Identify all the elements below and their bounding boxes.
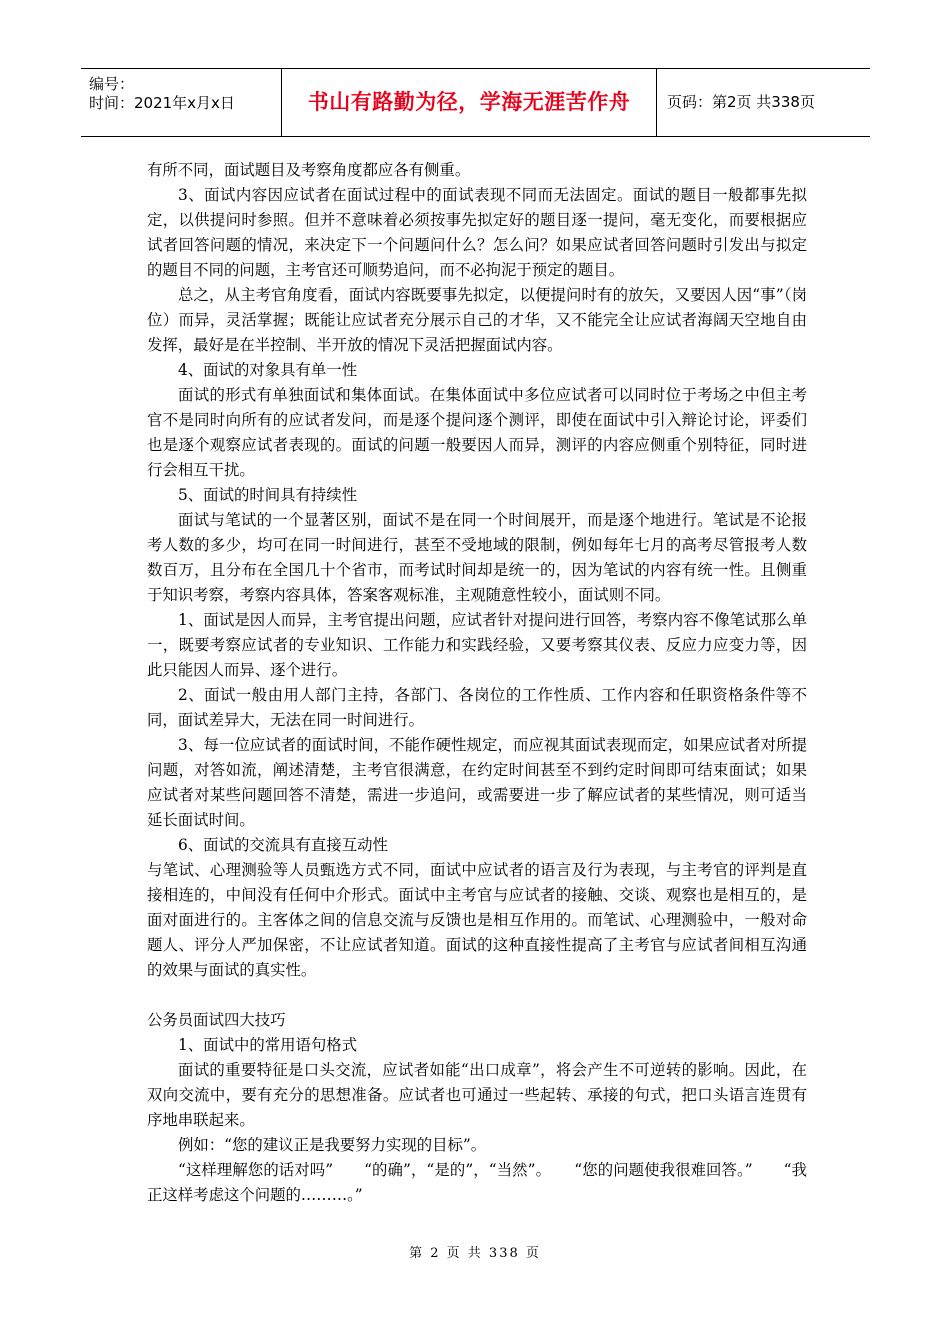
body-paragraph: 例如：“您的建议正是我要努力实现的目标”。 xyxy=(178,1136,487,1154)
body-paragraph: 4、面试的对象具有单一性 xyxy=(178,361,358,379)
header-info-cell xyxy=(81,69,282,136)
page-footer: 第 2 页 共 338 页 xyxy=(409,1246,541,1261)
paragraph-spacer xyxy=(147,983,807,1008)
body-paragraph: 1、面试是因人而异，主考官提出问题，应试者针对提问进行回答，考察内容不像笔试那么单一，既要考察应试者的专业知识、工作能力和实践经验，又要考察其仪表、反应力应变力等，因此只能因人而异、逐个进行。 xyxy=(147,611,807,679)
document-body xyxy=(147,158,807,1208)
body-paragraph: 总之，从主考官角度看，面试内容既要事先拟定，以便提问时有的放矢，又要因人因“事”（岗位）而异，灵活掌握；既能让应试者充分展示自己的才华，又不能完全让应试者海阔天空地自由发挥，最好是在半控制、半开放的情况下灵活把握面试内容。 xyxy=(147,286,807,354)
document-date-label: 时间：2021年x月x日 xyxy=(89,94,235,112)
body-paragraph: 5、面试的时间具有持续性 xyxy=(178,486,358,504)
body-paragraph: 6、面试的交流具有直接互动性 xyxy=(178,836,388,854)
body-paragraph: 面试的形式有单独面试和集体面试。在集体面试中多位应试者可以同时位于考场之中但主考官不是同时向所有的应试者发问，而是逐个提问逐个测评，即使在面试中引入辩论讨论，评委们也是逐个观察应试者表现的。面试的问题一般要因人而异，测评的内容应侧重个别特征，同时进行会相互干扰。 xyxy=(147,386,807,479)
body-paragraph: 公务员面试四大技巧 xyxy=(147,1011,286,1029)
body-paragraph: 3、每一位应试者的面试时间，不能作硬性规定，而应视其面试表现而定，如果应试者对所提问题，对答如流，阐述清楚，主考官很满意，在约定时间甚至不到约定时间即可结束面试；如果应试者对某些问题回答不清楚，需进一步追问，或需要进一步了解应试者的某些情况，则可适当延长面试时间。 xyxy=(147,736,807,829)
page-header xyxy=(81,68,870,137)
document-number-label: 编号： xyxy=(89,75,135,93)
body-paragraph: 与笔试、心理测验等人员甄选方式不同，面试中应试者的语言及行为表现，与主考官的评判是直接相连的，中间没有任何中介形式。面试中主考官与应试者的接触、交谈、观察也是相互的，是面对面进行的。主客体之间的信息交流与反馈也是相互作用的。而笔试、心理测验中，一般对命题人、评分人严加保密，不让应试者知道。面试的这种直接性提高了主考官与应试者间相互沟通的效果与面试的真实性。 xyxy=(147,861,807,979)
body-paragraph: 面试与笔试的一个显著区别，面试不是在同一个时间展开，而是逐个地进行。笔试是不论报考人数的多少，均可在同一时间进行，甚至不受地域的限制，例如每年七月的高考尽管报考人数数百万，且分布在全国几十个省市，而考试时间却是统一的，因为笔试的内容有统一性。且侧重于知识考察，考察内容具体，答案客观标准，主观随意性较小，面试则不同。 xyxy=(147,511,807,604)
header-motto: 书山有路勤为径，学海无涯苦作舟 xyxy=(307,90,631,114)
body-paragraph: 1、面试中的常用语句格式 xyxy=(178,1036,358,1054)
body-paragraph: “这样理解您的话对吗” “的确”，“是的”，“当然”。 “您的问题使我很难回答。” “我正这样考虑这个问题的………。” xyxy=(147,1161,807,1204)
body-paragraph: 3、面试内容因应试者在面试过程中的面试表现不同而无法固定。面试的题目一般都事先拟定，以供提问时参照。但并不意味着必须按事先拟定好的题目逐一提问，毫无变化，而要根据应试者回答问题的情况，来决定下一个问题问什么？怎么问？如果应试者回答问题时引发出与拟定的题目不同的问题，主考官还可顺势追问，而不必拘泥于预定的题目。 xyxy=(147,186,807,279)
header-page-code: 页码：第2页 共338页 xyxy=(667,93,815,111)
body-paragraph: 有所不同，面试题目及考察角度都应各有侧重。 xyxy=(147,161,471,179)
body-paragraph: 2、面试一般由用人部门主持，各部门、各岗位的工作性质、工作内容和任职资格条件等不同，面试差异大，无法在同一时间进行。 xyxy=(147,686,807,729)
header-motto-cell xyxy=(282,69,657,136)
body-paragraph: 面试的重要特征是口头交流，应试者如能“出口成章”，将会产生不可逆转的影响。因此，在双向交流中，要有充分的思想准备。应试者也可通过一些起转、承接的句式，把口头语言连贯有序地串联起来。 xyxy=(147,1061,807,1129)
header-page-cell xyxy=(657,69,870,136)
